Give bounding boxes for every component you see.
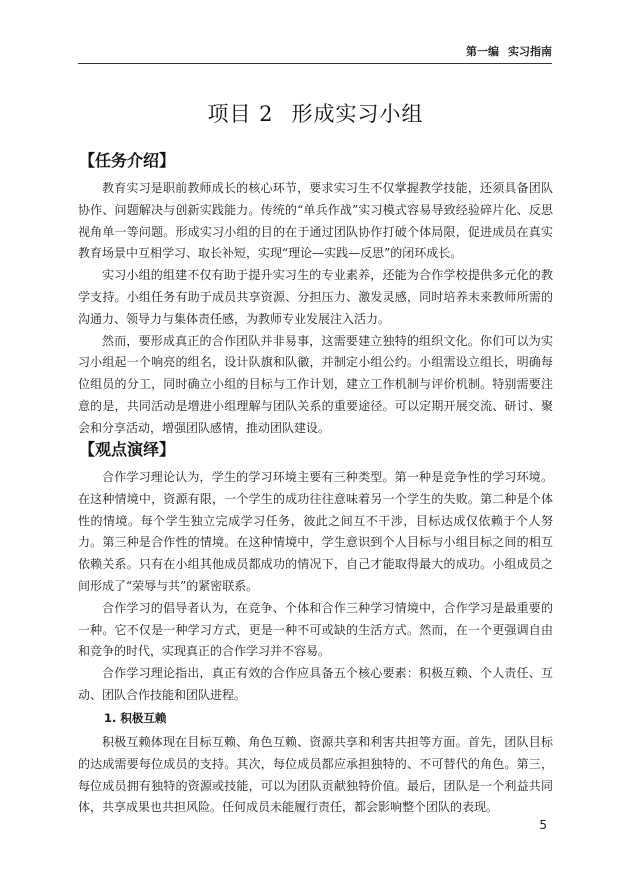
running-head-part: 第一编 [466,45,499,58]
paragraph: 然而，要形成真正的合作团队并非易事，这需要建立独特的组织文化。你们可以为实习小组起一个响亮的组名，设计队旗和队徽，并制定小组公约。小组需设立组长，明确每位组员的分工，同时确立小组的目标与工作计划，建立工作机制与评价机制。特别需要注意的是，共同活动是增进小组理解与团队关系的重要途径。可以定期开展交流、研讨、聚会和分享活动，增强团队感情，推动团队建设。 [78,333,553,435]
task-intro-body [78,178,553,440]
paragraph: 合作学习理论指出，真正有效的合作应具备五个核心要素：积极互赖、个人责任、互动、团队合作技能和团队进程。 [78,666,553,702]
paragraph: 教育实习是职前教师成长的核心环节，要求实习生不仅掌握教学技能，还须具备团队协作、问题解决与创新实践能力。传统的“单兵作战”实习模式容易导致经验碎片化、反思视角单一等问题。形成实习小组的目的在于通过团队协作打破个体局限，促进成员在真实教育场景中互相学习、取长补短，实现“理论—实践—反思”的闭环成长。 [78,181,553,261]
paragraph: 合作学习的倡导者认为，在竞争、个体和合作三种学习情境中，合作学习是最重要的一种。它不仅是一种学习方式，更是一种不可或缺的生活方式。然而，在一个更强调自由和竞争的时代，实现真正的合作学习并不容易。 [78,600,553,659]
header-rule [78,63,552,64]
running-head [466,43,552,59]
section-heading-viewpoint: 【观点演绎】 [79,440,176,459]
paragraph: 合作学习理论认为，学生的学习环境主要有三种类型。第一种是竞争性的学习环境。在这种情境中，资源有限，一个学生的成功往往意味着另一个学生的失败。第二种是个体性的情境。每个学生独立完成学习任务，彼此之间互不干涉，目标达成仅依赖于个人努力。第三种是合作性的情境。在这种情境中，学生意识到个人目标与小组目标之间的相互依赖关系。只有在小组其他成员都成功的情况下，自己才能取得最大的成功。小组成员之间形成了“荣辱与共”的紧密联系。 [78,470,553,593]
chapter-title [0,98,631,128]
paragraph: 积极互赖体现在目标互赖、角色互赖、资源共享和利害共担等方面。首先，团队目标的达成需要每位成员的支持。其次，每位成员都应承担独特的、不可替代的角色。第三，每位成员拥有独特的资源或技能，可以为团队贡献独特价值。最后，团队是一个利益共同体，共享成果也共担风险。任何成员未能履行责任，都会影响整个团队的表现。 [78,735,553,815]
section-heading-task-intro: 【任务介绍】 [79,151,176,170]
paragraph: 实习小组的组建不仅有助于提升实习生的专业素养，还能为合作学校提供多元化的教学支持。小组任务有助于成员共享资源、分担压力、激发灵感，同时培养未来教师所需的沟通力、领导力与集体责任感，为教师专业发展注入活力。 [78,268,553,326]
chapter-number: 项目 2 [207,102,274,126]
subsection-heading: 1. 积极互赖 [104,711,167,725]
running-head-title: 实习指南 [508,45,552,58]
subsection-body [78,732,553,819]
page-number: 5 [539,818,547,832]
viewpoint-body [78,467,553,707]
chapter-title-text: 形成实习小组 [291,102,424,126]
